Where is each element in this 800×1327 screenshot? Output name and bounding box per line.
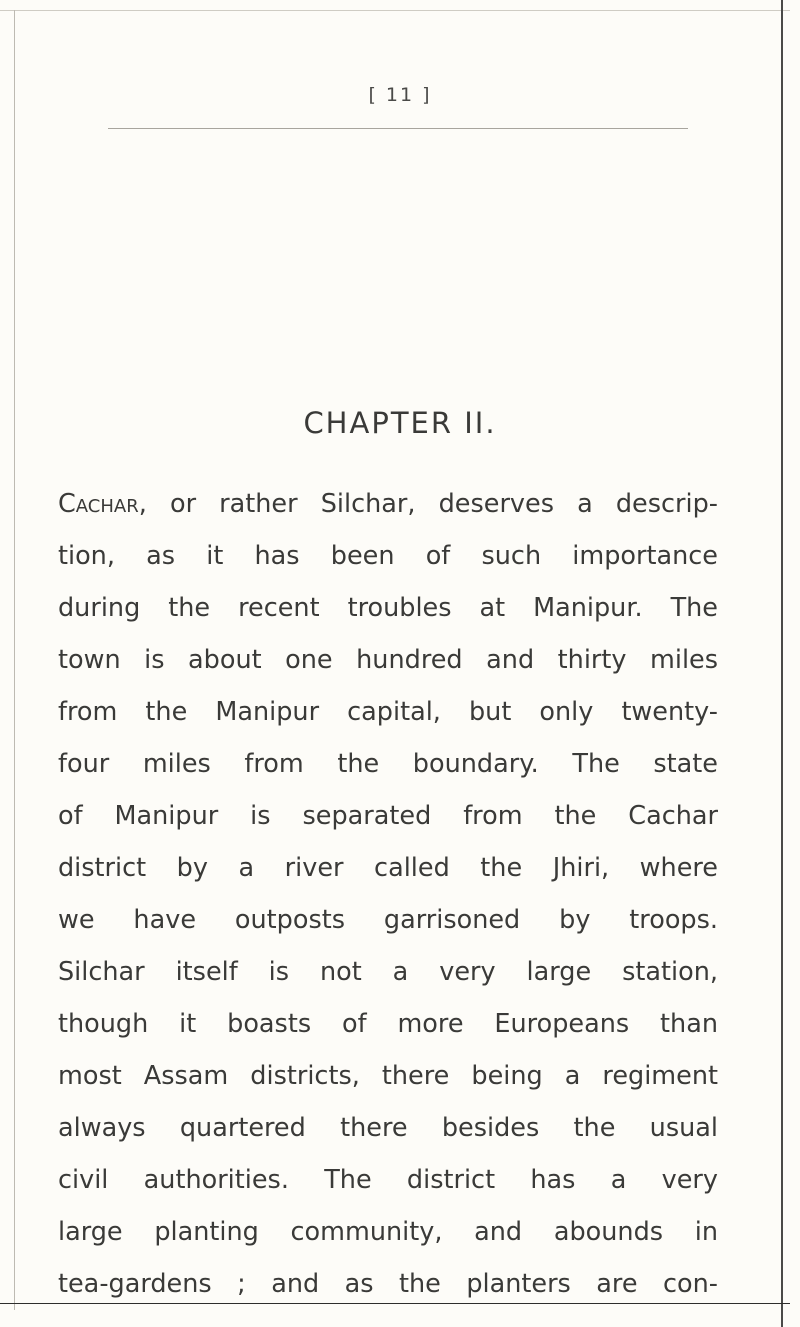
body-text (58, 478, 718, 1310)
text-line-rest: or rather Silchar, deserves a descrip- (146, 489, 718, 519)
text-line: from the Manipur capital, but only twenty- (58, 697, 718, 727)
page-edge-left (14, 10, 15, 1310)
header-rule (108, 128, 688, 129)
text-line: most Assam districts, there being a regiment (58, 1061, 718, 1091)
text-line: though it boasts of more Europeans than (58, 1009, 718, 1039)
text-line: civil authorities. The district has a very (58, 1165, 718, 1195)
text-line: Silchar itself is not a very large station, (58, 957, 718, 987)
lead-word: Cachar, (58, 489, 147, 519)
chapter-title: CHAPTER II. (303, 406, 497, 440)
text-line (58, 478, 718, 530)
text-line: town is about one hundred and thirty miles (58, 645, 718, 675)
text-line: four miles from the boundary. The state (58, 749, 718, 779)
text-line: during the recent troubles at Manipur. The (58, 593, 718, 623)
text-line: of Manipur is separated from the Cachar (58, 801, 718, 831)
page-edge-right (781, 0, 783, 1327)
text-line: tea-gardens ; and as the planters are con- (58, 1269, 718, 1299)
page-number: [ 11 ] (368, 84, 432, 106)
text-line: always quartered there besides the usual (58, 1113, 718, 1143)
text-line: we have outposts garrisoned by troops. (58, 905, 718, 935)
text-line: district by a river called the Jhiri, where (58, 853, 718, 883)
text-line: large planting community, and abounds in (58, 1217, 718, 1247)
text-line: tion, as it has been of such importance (58, 541, 718, 571)
page-edge-top (0, 10, 790, 11)
